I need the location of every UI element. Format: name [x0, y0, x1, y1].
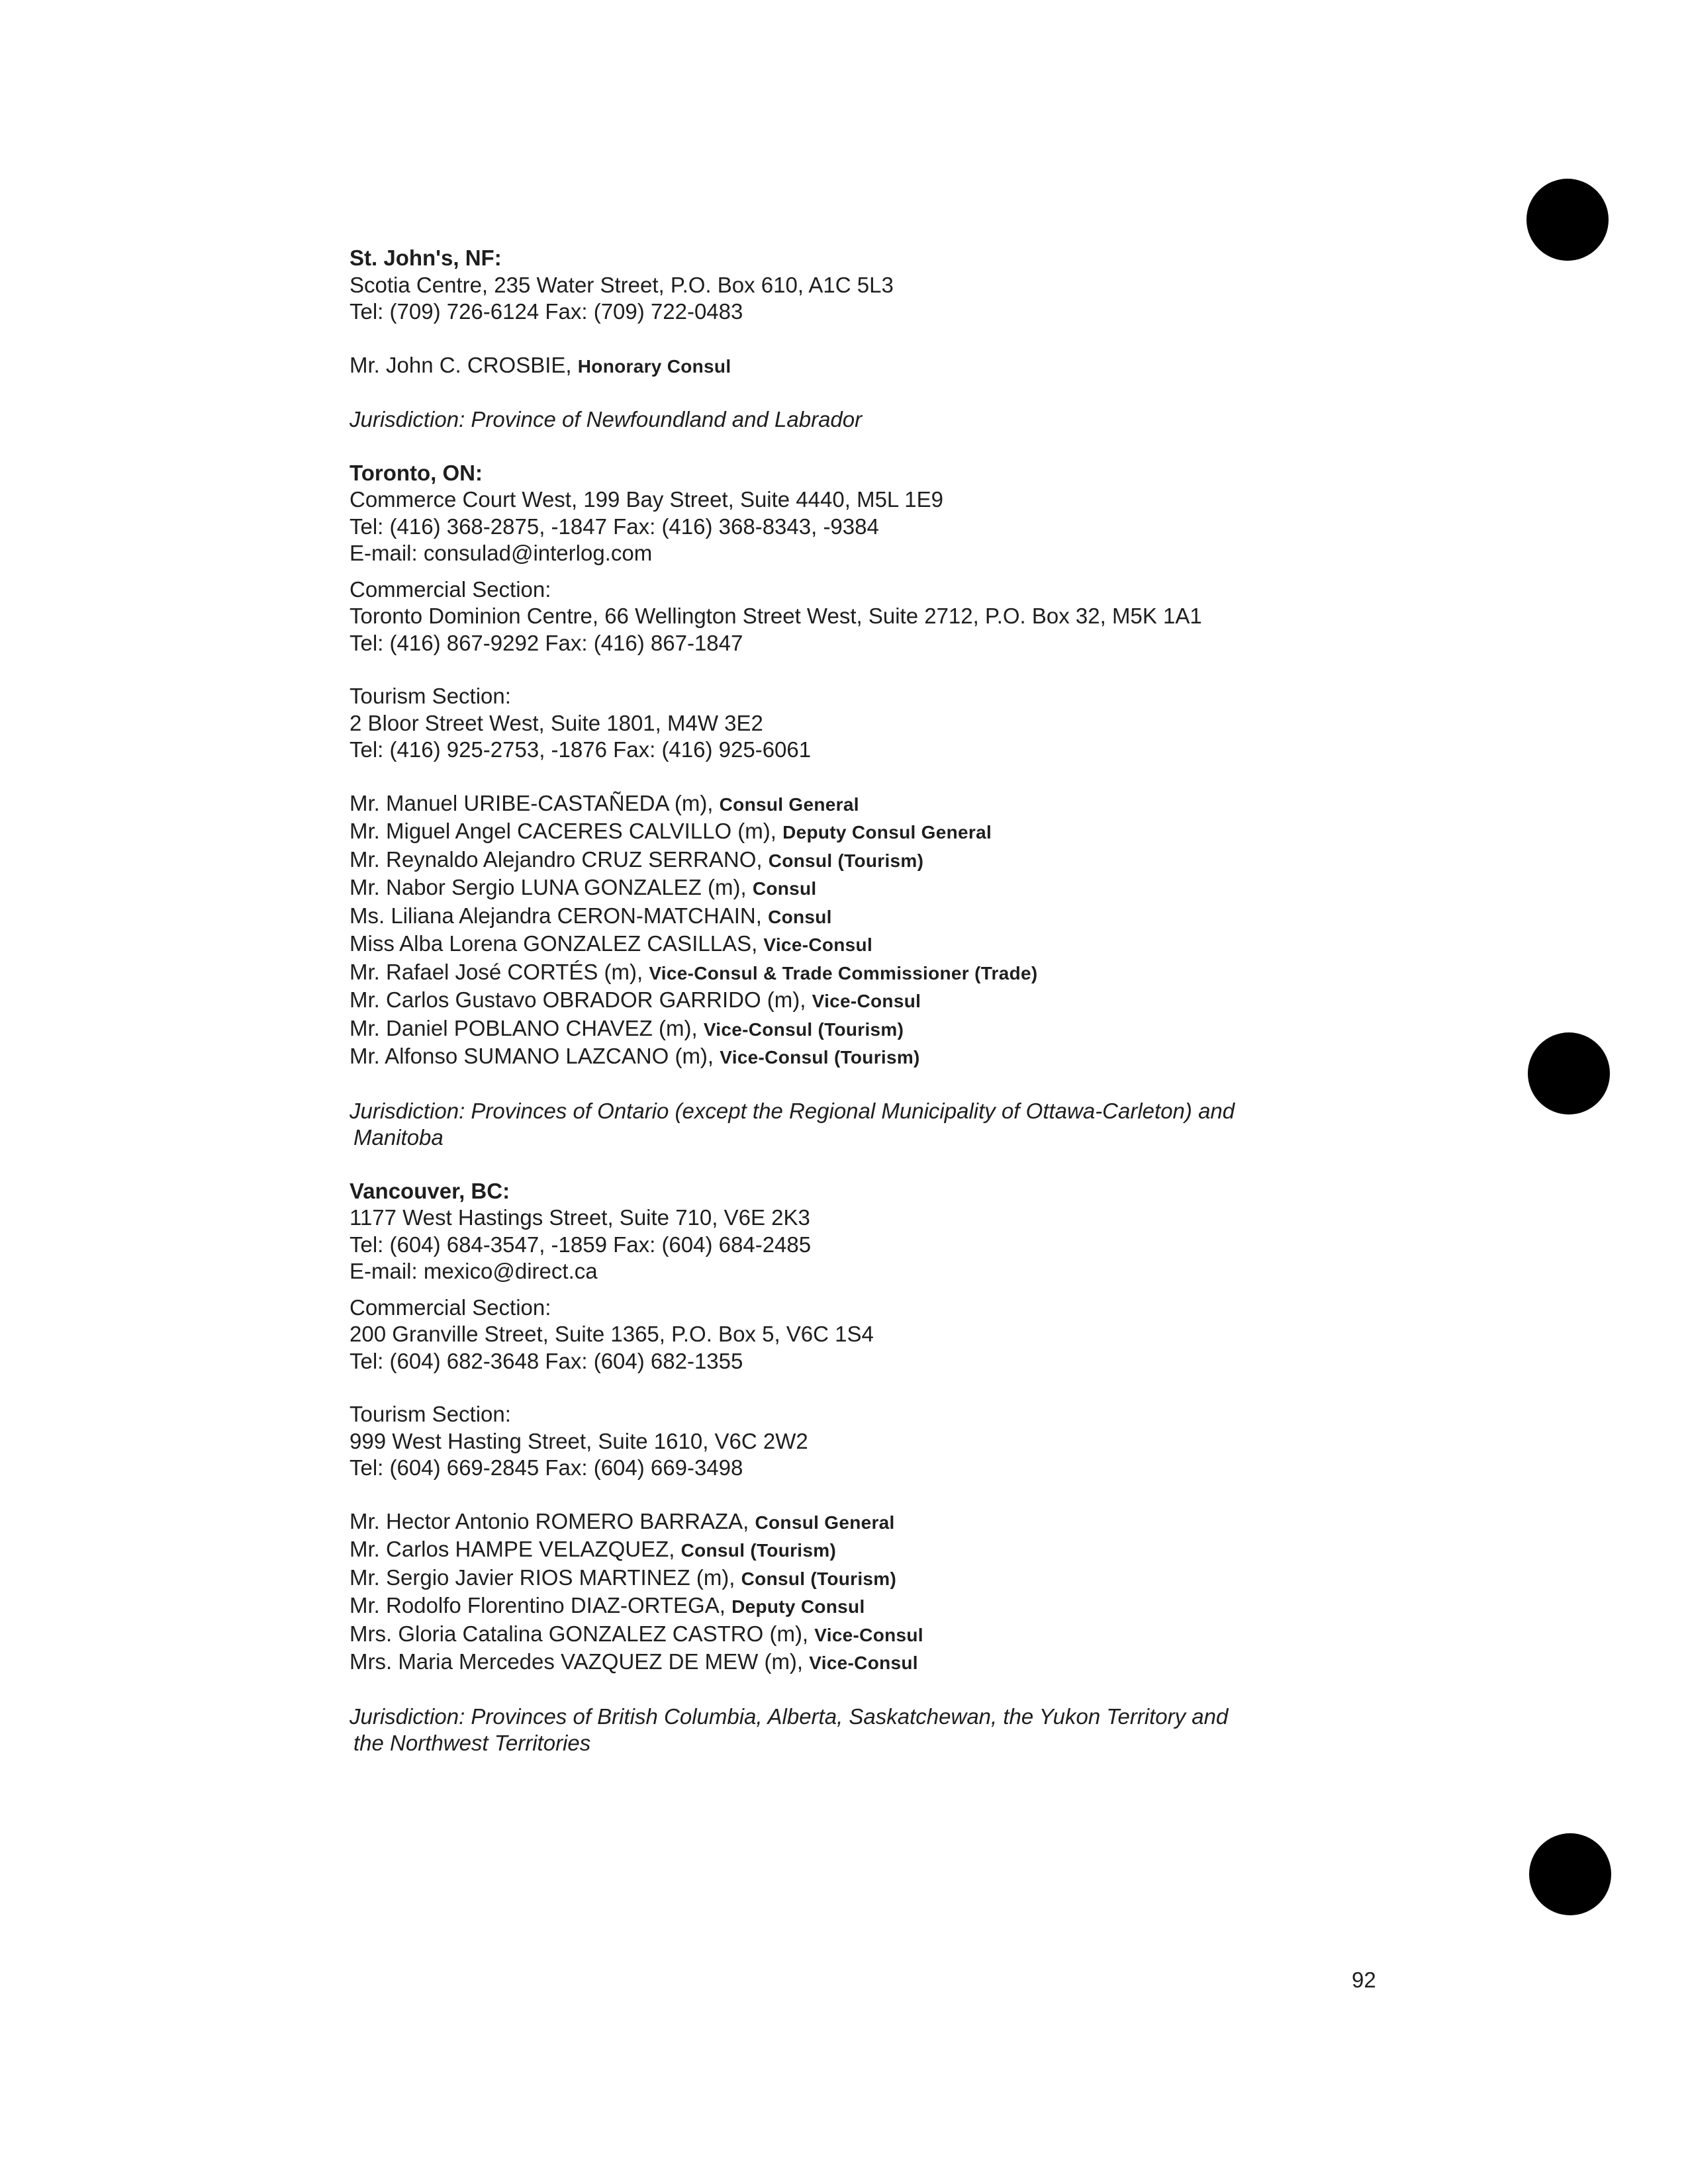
email-line: E-mail: consulad@interlog.com [350, 541, 653, 565]
email-line: E-mail: mexico@direct.ca [350, 1259, 598, 1283]
jurisdiction-line: Manitoba [353, 1125, 444, 1150]
staff-name: Mr. Sergio Javier RIOS MARTINEZ (m), [350, 1565, 741, 1590]
staff-list [350, 1508, 1356, 1677]
commercial-address: 200 Granville Street, Suite 1365, P.O. Box 5, V6C 1S4 [350, 1322, 874, 1346]
phone-line: Tel: (709) 726-6124 Fax: (709) 722-0483 [350, 299, 743, 324]
staff-title: Consul [768, 906, 832, 927]
staff-entry [350, 874, 1356, 903]
staff-title: Deputy Consul General [782, 822, 992, 842]
tourism-section-label: Tourism Section: [350, 1402, 511, 1426]
jurisdiction: Jurisdiction: Province of Newfoundland and Labrador [350, 407, 863, 432]
staff-title: Consul (Tourism) [741, 1568, 897, 1589]
commercial-section-label: Commercial Section: [350, 1295, 551, 1320]
staff-name: Miss Alba Lorena GONZALEZ CASILLAS, [350, 931, 764, 956]
staff-name: Mr. Carlos HAMPE VELAZQUEZ, [350, 1537, 681, 1561]
staff-name: Mr. Alfonso SUMANO LAZCANO (m), [350, 1044, 720, 1068]
staff-entry [350, 1536, 1356, 1565]
staff-entry [350, 790, 1356, 819]
tourism-phone: Tel: (604) 669-2845 Fax: (604) 669-3498 [350, 1455, 743, 1480]
commercial-address: Toronto Dominion Centre, 66 Wellington Street West, Suite 2712, P.O. Box 32, M5K 1A1 [350, 604, 1202, 628]
address-line: Commerce Court West, 199 Bay Street, Suite 4440, M5L 1E9 [350, 487, 943, 512]
staff-title: Consul (Tourism) [768, 850, 924, 871]
jurisdiction-line: Jurisdiction: Provinces of British Columbia, Alberta, Saskatchewan, the Yukon Territory and [350, 1704, 1229, 1729]
staff-title: Vice-Consul [809, 1653, 918, 1673]
staff-name: Mr. Reynaldo Alejandro CRUZ SERRANO, [350, 846, 769, 872]
staff-name: Mrs. Gloria Catalina GONZALEZ CASTRO (m), [350, 1621, 815, 1646]
staff-entry [350, 818, 1356, 846]
binder-hole-middle [1528, 1032, 1610, 1115]
staff-list [350, 790, 1356, 1071]
staff-title: Deputy Consul [731, 1596, 865, 1617]
staff-name: Mr. Miguel Angel CACERES CALVILLO (m), [350, 819, 783, 843]
phone-line: Tel: (604) 684-3547, -1859 Fax: (604) 684-2485 [350, 1232, 812, 1257]
staff-title: Honorary Consul [577, 355, 731, 377]
tourism-address: 999 West Hasting Street, Suite 1610, V6C 2W2 [350, 1428, 808, 1453]
staff-name: Mr. Nabor Sergio LUNA GONZALEZ (m), [350, 875, 753, 899]
staff-title: Consul General [755, 1512, 895, 1533]
jurisdiction-line: Jurisdiction: Provinces of Ontario (except the Regional Municipality of Ottawa-Carleton) and [350, 1098, 1235, 1123]
staff-entry [350, 1043, 1356, 1071]
tourism-phone: Tel: (416) 925-2753, -1876 Fax: (416) 925-6061 [350, 737, 812, 762]
staff-entry [350, 987, 1356, 1015]
staff-entry [350, 1592, 1356, 1621]
staff-name: Mr. John C. CROSBIE, [350, 352, 578, 377]
commercial-section-label: Commercial Section: [350, 576, 551, 602]
tourism-address: 2 Bloor Street West, Suite 1801, M4W 3E2 [350, 710, 763, 735]
staff-entry [350, 1565, 1356, 1593]
staff-title: Consul [752, 878, 817, 899]
office-heading: Vancouver, BC: [350, 1178, 510, 1203]
staff-title: Vice-Consul [812, 991, 921, 1011]
staff-entry [350, 352, 1356, 381]
staff-name: Mr. Hector Antonio ROMERO BARRAZA, [350, 1508, 755, 1533]
staff-entry [350, 1649, 1356, 1677]
staff-entry [350, 959, 1356, 987]
staff-title: Vice-Consul & Trade Commissioner (Trade) [649, 962, 1038, 983]
office-vancouver [350, 1178, 1356, 1757]
phone-line: Tel: (416) 368-2875, -1847 Fax: (416) 368-8343, -9384 [350, 514, 879, 539]
staff-title: Vice-Consul [763, 934, 873, 955]
binder-hole-top [1526, 179, 1609, 261]
commercial-phone: Tel: (416) 867-9292 Fax: (416) 867-1847 [350, 630, 743, 655]
staff-name: Ms. Liliana Alejandra CERON-MATCHAIN, [350, 903, 769, 928]
staff-name: Mr. Rafael José CORTÉS (m), [350, 959, 649, 984]
staff-entry [350, 903, 1356, 931]
staff-name: Mr. Manuel URIBE-CASTAÑEDA (m), [350, 790, 720, 815]
office-toronto [350, 460, 1356, 1152]
page-number: 92 [1352, 1968, 1376, 1992]
staff-entry [350, 1621, 1356, 1649]
office-heading: St. John's, NF: [350, 246, 502, 270]
staff-entry [350, 1015, 1356, 1044]
tourism-section-label: Tourism Section: [350, 684, 511, 708]
staff-name: Mr. Carlos Gustavo OBRADOR GARRIDO (m), [350, 987, 812, 1012]
office-st-johns [350, 245, 1356, 433]
binder-hole-bottom [1529, 1833, 1611, 1915]
consulate-listing [350, 245, 1356, 1757]
staff-name: Mr. Rodolfo Florentino DIAZ-ORTEGA, [350, 1593, 732, 1617]
office-heading: Toronto, ON: [350, 460, 483, 485]
staff-name: Mrs. Maria Mercedes VAZQUEZ DE MEW (m), [350, 1649, 810, 1674]
commercial-phone: Tel: (604) 682-3648 Fax: (604) 682-1355 [350, 1348, 743, 1373]
staff-entry [350, 1508, 1356, 1537]
address-line: Scotia Centre, 235 Water Street, P.O. Box 610, A1C 5L3 [350, 272, 894, 297]
staff-entry [350, 931, 1356, 959]
staff-entry [350, 846, 1356, 875]
address-line: 1177 West Hastings Street, Suite 710, V6E 2K3 [350, 1205, 810, 1230]
staff-name: Mr. Daniel POBLANO CHAVEZ (m), [350, 1015, 704, 1040]
staff-title: Consul General [719, 794, 859, 815]
staff-title: Vice-Consul (Tourism) [703, 1019, 904, 1040]
staff-title: Vice-Consul [814, 1624, 923, 1645]
staff-title: Consul (Tourism) [680, 1540, 837, 1561]
staff-title: Vice-Consul (Tourism) [720, 1047, 920, 1068]
jurisdiction-line: the Northwest Territories [353, 1731, 591, 1755]
